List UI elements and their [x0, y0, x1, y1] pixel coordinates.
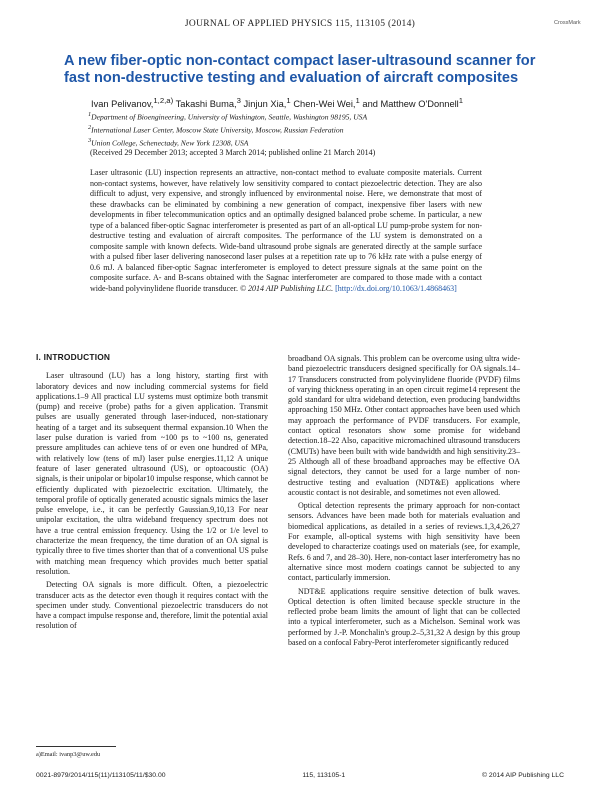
footer-issn: 0021-8979/2014/115(11)/113105/11/$30.00	[36, 772, 166, 779]
paper-title: A new fiber-optic non-contact compact laser-ultrasound scanner for fast non-destructive testing and evaluation of aircraft composites	[64, 53, 536, 86]
footer-copyright: © 2014 AIP Publishing LLC	[482, 772, 564, 779]
abstract-text: Laser ultrasonic (LU) inspection represents an attractive, non-contact method to evaluate composite materials. Current non-contact systems, however, have relatively low sensitivity compared to contact piezoelectric detection. They are also difficult to adjust, very expensive, and strongly influenced by environmental noise. Here, we demonstrate that most of these drawbacks can be eliminated by combining a new generation of compact, inexpensive fiber lasers with new developments in fiber telecommunication optics and an optimally designed balanced probe scheme. In particular, a new type of a balanced fiber-optic Sagnac interferometer is presented as part of an all-optical LU pump-probe system for non-destructive testing and evaluation of aircraft composites. The performance of the LU system is demonstrated on a composite sample with known defects. Wide-band ultrasound probe signals are generated directly at the sample surface with a pulsed fiber laser delivering nanosecond laser pulses at a repetition rate up to 76 kHz rate with a pulse energy of 0.6 mJ. A balanced fiber-optic Sagnac interferometer is employed to detect pressure signals at the same point on the composite surface. A- and B-scans obtained with the Sagnac interferometer are compared to those made with a contact wide-band polyvinylidene fluoride transducer.	[90, 168, 482, 293]
paragraph: NDT&E applications require sensitive detection of bulk waves. Optical detection is often limited because speckle structure in the reflected probe beam limits the amount of light that can be collected into a typical interferometer, such as a Michelson. Seminal work was performed by J.-P. Monchalin's group.2–5,31,32 A design by this group based on a confocal Fabry-Perot interferometer significantly reduced	[288, 586, 520, 648]
received-dates: (Received 29 December 2013; accepted 3 March 2014; published online 21 March 2014)	[90, 148, 376, 157]
author: and Matthew O'Donnell$^1$	[362, 96, 464, 110]
author: Ivan Pelivanov,$^{1,2,a)}$	[91, 96, 174, 110]
section-heading: I. INTRODUCTION	[36, 352, 111, 362]
abstract	[90, 168, 482, 294]
crossmark-badge[interactable]	[552, 12, 580, 34]
page-footer	[36, 772, 564, 779]
affiliation: $^2$International Laser Center, Moscow State University, Moscow, Russian Federation	[88, 124, 344, 135]
doi-link[interactable]: [http://dx.doi.org/10.1063/1.4868463]	[335, 283, 457, 293]
footnote-divider	[36, 746, 116, 747]
left-column	[36, 352, 268, 635]
affiliation: $^1$Department of Bioengineering, University of Washington, Seattle, Washington 98195, USA	[88, 111, 368, 122]
paragraph: broadband OA signals. This problem can be overcome using ultra wide-band piezoelectric transducers designed specifically for OA signals.14–17 Transducers constructed from polyvinylidene fluoride (PVDF) films of varying thickness operating in an open circuit regime14 represent the gold standard for ultra wideband detection, even producing bandwidths approaching 150 MHz. Other contact approaches have been used which may approach the performance of PVDF transducers. For example, contact optical resonators show some promise for wideband detection.18–22 Also, capacitive micromachined ultrasound transducers (CMUTs) have been built with wide bandwidth and high sensitivity.23–25 Although all of these broadband approaches may be effective OA signal detectors, they cannot be used for a large number of non-destructive testing and evaluation (NDT&E) applications where acoustic contact is not desirable, and sometimes not even allowed.	[288, 354, 520, 497]
affiliation: $^3$Union College, Schenectady, New York 12308, USA	[88, 137, 249, 148]
right-column	[288, 354, 520, 651]
abstract-copyright: © 2014 AIP Publishing LLC.	[239, 283, 334, 293]
paragraph: Detecting OA signals is more difficult. Often, a piezoelectric transducer acts as the detector even though it requires contact with the specimen under study. Conventional piezoelectric transducers do not have a compact impulse response and, therefore, limit the potential axial resolution of	[36, 580, 268, 631]
journal-header: JOURNAL OF APPLIED PHYSICS 115, 113105 (2014)	[184, 19, 416, 29]
author: Chen-Wei Wei,$^1$	[293, 96, 360, 110]
author: Jinjun Xia,$^1$	[243, 96, 291, 110]
footer-page: 115, 113105-1	[302, 772, 346, 779]
affiliations	[88, 110, 548, 149]
paragraph: Optical detection represents the primary approach for non-contact sensors. Advances have been made both for materials evaluation and biomedical applications, as detailed in a series of reviews.1,3,4,26,27 For example, all-optical systems with high sensitivity have been developed to characterize coatings used on materials (see, for example, Refs. 6 and 7, and 28–30). Here, non-contact laser interferometry has no alternative since most modern coatings cannot be subjected to any contact, particularly immersion.	[288, 501, 520, 583]
paragraph: Laser ultrasound (LU) has a long history, starting first with laboratory devices and now including commercial systems for field applications.1–9 All practical LU systems must optimize both transmit (pump) and receive (probe) paths for a given application. Transmit pulses are usually generated through laser-induced, non-stationary heating of a target and its subsequent thermal expansion.10 When the laser pulse duration is varied from ~100 ps to ~100 ns, generated pressure amplitudes can achieve tens of or even one hundred of MPa, with relatively low (tens of mJ) laser pulse energies.11,12 A unique feature of laser generated ultrasound (US), or optoacoustic (OA) signals, is their unipolar or bipolar10 impulse response, which cannot be efficiently duplicated with piezoelectric excitation. Ultimately, the temporal profile of optically generated acoustic signals mimics the laser pulse envelope, i.e., it can be perfectly Gaussian.9,10,13 For near unipolar excitation, the ultra wideband frequency spectrum does not have a true central emission frequency. Using the 1/2 or 1/e level to characterize the mean frequency, the time duration of an OA signal is typically three to five times shorter than that of a conventional US pulse with matching mean frequency which provides much better spatial resolution.	[36, 371, 268, 576]
crossmark-label: CrossMark	[554, 20, 581, 26]
footnote-email: a)Email: ivanp3@uw.edu	[36, 751, 101, 758]
author-list	[91, 96, 551, 109]
author: Takashi Buma,$^3$	[175, 96, 241, 110]
